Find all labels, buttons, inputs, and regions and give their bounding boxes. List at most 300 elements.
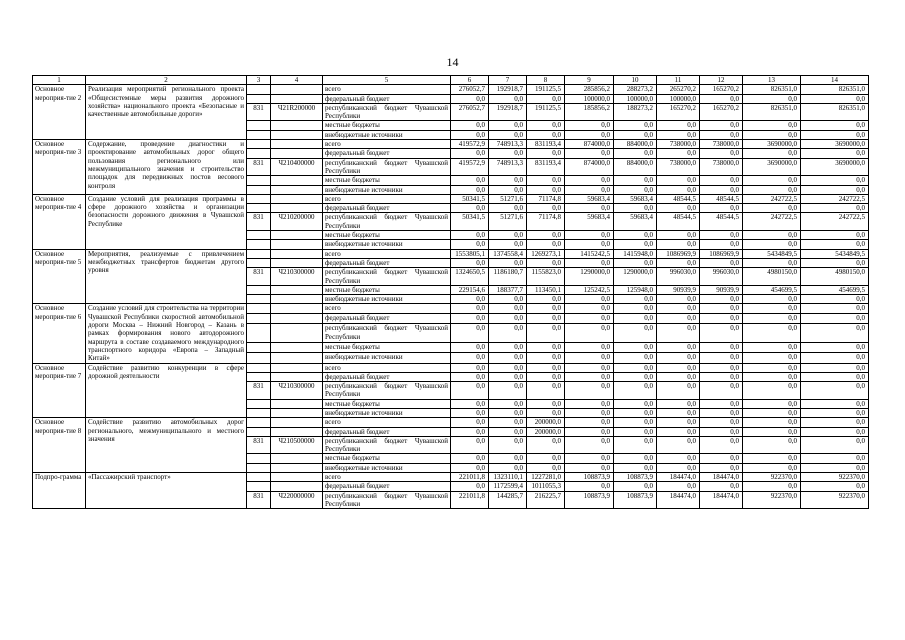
- column-header: 11: [657, 76, 700, 85]
- amount-cell: 0,0: [527, 408, 565, 417]
- activity-label: Основное мероприя-тие 7: [33, 363, 86, 418]
- funding-source: всего: [323, 304, 451, 314]
- csr-code: [271, 130, 323, 139]
- amount-cell: 0,0: [743, 240, 801, 249]
- amount-cell: 0,0: [565, 363, 614, 372]
- amount-cell: 0,0: [565, 343, 614, 353]
- amount-cell: 0,0: [565, 240, 614, 249]
- amount-cell: 0,0: [614, 324, 657, 343]
- amount-cell: 51271,6: [489, 194, 527, 203]
- amount-cell: 0,0: [614, 314, 657, 324]
- amount-cell: 0,0: [565, 295, 614, 304]
- csr-code: [271, 463, 323, 472]
- csr-code: [271, 482, 323, 491]
- amount-cell: 0,0: [700, 231, 743, 240]
- amount-cell: 0,0: [657, 363, 700, 372]
- table-row: [33, 249, 869, 258]
- amount-cell: 0,0: [565, 324, 614, 343]
- amount-cell: 0,0: [451, 204, 489, 213]
- grbs-code: [247, 295, 271, 304]
- amount-cell: 826351,0: [801, 85, 869, 94]
- amount-cell: 0,0: [489, 295, 527, 304]
- amount-cell: 0,0: [657, 324, 700, 343]
- amount-cell: 0,0: [527, 372, 565, 381]
- funding-source: всего: [323, 249, 451, 258]
- grbs-code: 831: [247, 382, 271, 400]
- grbs-code: [247, 185, 271, 194]
- amount-cell: 0,0: [700, 258, 743, 267]
- amount-cell: 0,0: [489, 240, 527, 249]
- activity-label: Основное мероприя-тие 8: [33, 418, 86, 473]
- csr-code: [271, 454, 323, 463]
- amount-cell: 191125,5: [527, 103, 565, 121]
- column-header: 5: [323, 76, 451, 85]
- amount-cell: 0,0: [801, 382, 869, 400]
- amount-cell: 1290000,0: [565, 268, 614, 286]
- csr-code: [271, 149, 323, 158]
- amount-cell: 242722,5: [801, 194, 869, 203]
- amount-cell: 100000,0: [614, 94, 657, 103]
- amount-cell: 0,0: [527, 258, 565, 267]
- amount-cell: 0,0: [451, 149, 489, 158]
- amount-cell: 419572,9: [451, 140, 489, 149]
- amount-cell: 1290000,0: [614, 268, 657, 286]
- amount-cell: 0,0: [743, 231, 801, 240]
- budget-table: [32, 75, 869, 509]
- amount-cell: 108873,9: [565, 491, 614, 509]
- grbs-code: [247, 399, 271, 408]
- amount-cell: 0,0: [700, 382, 743, 400]
- amount-cell: 1227281,0: [527, 473, 565, 482]
- amount-cell: 100000,0: [657, 94, 700, 103]
- amount-cell: 0,0: [614, 204, 657, 213]
- table-row: [33, 473, 869, 482]
- amount-cell: 0,0: [565, 382, 614, 400]
- amount-cell: 1155823,0: [527, 268, 565, 286]
- amount-cell: 0,0: [527, 121, 565, 130]
- amount-cell: 0,0: [565, 399, 614, 408]
- amount-cell: 0,0: [451, 436, 489, 454]
- activity-label: Основное мероприя-тие 2: [33, 85, 86, 140]
- table-row: [33, 85, 869, 94]
- amount-cell: 0,0: [614, 463, 657, 472]
- amount-cell: 0,0: [614, 185, 657, 194]
- funding-source: внебюджетные источники: [323, 295, 451, 304]
- amount-cell: 0,0: [801, 185, 869, 194]
- amount-cell: 0,0: [451, 343, 489, 353]
- funding-source: внебюджетные источники: [323, 353, 451, 363]
- funding-source: местные бюджеты: [323, 285, 451, 294]
- grbs-code: [247, 258, 271, 267]
- amount-cell: 0,0: [565, 454, 614, 463]
- amount-cell: 0,0: [801, 176, 869, 185]
- amount-cell: 0,0: [527, 204, 565, 213]
- amount-cell: 0,0: [565, 463, 614, 472]
- amount-cell: 0,0: [489, 231, 527, 240]
- column-header: 6: [451, 76, 489, 85]
- amount-cell: 0,0: [451, 304, 489, 314]
- amount-cell: 0,0: [527, 353, 565, 363]
- amount-cell: 0,0: [657, 231, 700, 240]
- activity-description: Содействие развитию автомобильных дорог регионального, межмуниципального и местного значения: [86, 418, 247, 473]
- grbs-code: [247, 231, 271, 240]
- csr-code: [271, 324, 323, 343]
- csr-code: [271, 473, 323, 482]
- amount-cell: 0,0: [489, 427, 527, 436]
- grbs-code: [247, 121, 271, 130]
- grbs-code: [247, 85, 271, 94]
- amount-cell: 0,0: [489, 454, 527, 463]
- funding-source: республиканский бюджет Чувашской Республики: [323, 158, 451, 176]
- amount-cell: 0,0: [565, 121, 614, 130]
- grbs-code: [247, 473, 271, 482]
- amount-cell: 48544,5: [700, 194, 743, 203]
- amount-cell: 229154,6: [451, 285, 489, 294]
- amount-cell: 0,0: [657, 382, 700, 400]
- csr-code: [271, 295, 323, 304]
- amount-cell: 5434849,5: [801, 249, 869, 258]
- amount-cell: 0,0: [657, 353, 700, 363]
- amount-cell: 826351,0: [743, 85, 801, 94]
- amount-cell: 0,0: [657, 314, 700, 324]
- header-row: [33, 76, 869, 85]
- amount-cell: 1415242,5: [565, 249, 614, 258]
- amount-cell: 922370,0: [801, 473, 869, 482]
- amount-cell: 0,0: [527, 94, 565, 103]
- amount-cell: 0,0: [801, 231, 869, 240]
- amount-cell: 1553805,1: [451, 249, 489, 258]
- amount-cell: 1323110,1: [489, 473, 527, 482]
- column-header: 4: [271, 76, 323, 85]
- amount-cell: 0,0: [743, 372, 801, 381]
- amount-cell: 0,0: [451, 324, 489, 343]
- funding-source: всего: [323, 85, 451, 94]
- grbs-code: [247, 343, 271, 353]
- amount-cell: 0,0: [700, 121, 743, 130]
- amount-cell: 922370,0: [801, 491, 869, 509]
- column-header: 1: [33, 76, 86, 85]
- amount-cell: 0,0: [700, 149, 743, 158]
- grbs-code: [247, 149, 271, 158]
- amount-cell: 0,0: [657, 463, 700, 472]
- amount-cell: 874000,0: [565, 158, 614, 176]
- csr-code: [271, 372, 323, 381]
- amount-cell: 0,0: [451, 176, 489, 185]
- grbs-code: 831: [247, 213, 271, 231]
- amount-cell: 0,0: [614, 399, 657, 408]
- amount-cell: 0,0: [801, 204, 869, 213]
- activity-description: Мероприятия, реализуемые с привлечением межбюджетных трансфертов бюджетам другого уровня: [86, 249, 247, 304]
- csr-code: [271, 418, 323, 427]
- amount-cell: 0,0: [801, 130, 869, 139]
- funding-source: местные бюджеты: [323, 343, 451, 353]
- csr-code: Ч21R200000: [271, 103, 323, 121]
- amount-cell: 0,0: [565, 204, 614, 213]
- activity-label: Основное мероприя-тие 6: [33, 304, 86, 363]
- grbs-code: [247, 314, 271, 324]
- amount-cell: 0,0: [801, 408, 869, 417]
- funding-source: внебюджетные источники: [323, 240, 451, 249]
- amount-cell: 0,0: [614, 343, 657, 353]
- column-header: 10: [614, 76, 657, 85]
- funding-source: республиканский бюджет Чувашской Республики: [323, 436, 451, 454]
- grbs-code: [247, 176, 271, 185]
- amount-cell: 71174,8: [527, 194, 565, 203]
- amount-cell: 276052,7: [451, 103, 489, 121]
- amount-cell: 0,0: [700, 418, 743, 427]
- amount-cell: 0,0: [527, 314, 565, 324]
- amount-cell: 0,0: [527, 149, 565, 158]
- activity-description: Создание условий для реализация программы в сфере дорожного хозяйства и организации безопасности дорожного движения в Чувашской Республике: [86, 194, 247, 249]
- amount-cell: 0,0: [743, 482, 801, 491]
- amount-cell: 0,0: [700, 240, 743, 249]
- csr-code: [271, 353, 323, 363]
- funding-source: федеральный бюджет: [323, 204, 451, 213]
- amount-cell: 0,0: [527, 176, 565, 185]
- amount-cell: 288273,2: [614, 85, 657, 94]
- grbs-code: 831: [247, 103, 271, 121]
- amount-cell: 4980150,0: [801, 268, 869, 286]
- amount-cell: 1374558,4: [489, 249, 527, 258]
- amount-cell: 0,0: [700, 343, 743, 353]
- amount-cell: 0,0: [700, 454, 743, 463]
- amount-cell: 0,0: [743, 304, 801, 314]
- amount-cell: 0,0: [801, 482, 869, 491]
- amount-cell: 0,0: [489, 314, 527, 324]
- amount-cell: 0,0: [657, 454, 700, 463]
- amount-cell: 0,0: [489, 436, 527, 454]
- amount-cell: 242722,5: [743, 213, 801, 231]
- amount-cell: 51271,6: [489, 213, 527, 231]
- grbs-code: [247, 140, 271, 149]
- grbs-code: 831: [247, 436, 271, 454]
- funding-source: всего: [323, 418, 451, 427]
- amount-cell: 0,0: [527, 231, 565, 240]
- amount-cell: 0,0: [565, 185, 614, 194]
- funding-source: местные бюджеты: [323, 399, 451, 408]
- amount-cell: 0,0: [657, 372, 700, 381]
- csr-code: [271, 314, 323, 324]
- csr-code: Ч210500000: [271, 436, 323, 454]
- amount-cell: 48544,5: [657, 213, 700, 231]
- amount-cell: 0,0: [527, 343, 565, 353]
- amount-cell: 90939,9: [657, 285, 700, 294]
- amount-cell: 0,0: [657, 121, 700, 130]
- amount-cell: 0,0: [614, 482, 657, 491]
- amount-cell: 0,0: [489, 204, 527, 213]
- amount-cell: 0,0: [801, 343, 869, 353]
- amount-cell: 0,0: [565, 130, 614, 139]
- amount-cell: 0,0: [451, 382, 489, 400]
- grbs-code: [247, 130, 271, 139]
- amount-cell: 0,0: [801, 258, 869, 267]
- amount-cell: 0,0: [700, 463, 743, 472]
- funding-source: внебюджетные источники: [323, 130, 451, 139]
- amount-cell: 0,0: [565, 176, 614, 185]
- amount-cell: 71174,8: [527, 213, 565, 231]
- amount-cell: 748913,3: [489, 158, 527, 176]
- amount-cell: 50341,5: [451, 213, 489, 231]
- csr-code: [271, 204, 323, 213]
- amount-cell: 826351,0: [743, 103, 801, 121]
- amount-cell: 0,0: [451, 372, 489, 381]
- amount-cell: 48544,5: [657, 194, 700, 203]
- csr-code: [271, 399, 323, 408]
- funding-source: федеральный бюджет: [323, 149, 451, 158]
- amount-cell: 0,0: [489, 149, 527, 158]
- amount-cell: 0,0: [700, 204, 743, 213]
- amount-cell: 59683,4: [565, 194, 614, 203]
- amount-cell: 0,0: [527, 304, 565, 314]
- amount-cell: 0,0: [657, 304, 700, 314]
- amount-cell: 0,0: [614, 382, 657, 400]
- amount-cell: 50341,5: [451, 194, 489, 203]
- grbs-code: [247, 482, 271, 491]
- funding-source: федеральный бюджет: [323, 427, 451, 436]
- amount-cell: 125242,5: [565, 285, 614, 294]
- amount-cell: 826351,0: [801, 103, 869, 121]
- amount-cell: 738000,0: [657, 158, 700, 176]
- table-row: [33, 304, 869, 314]
- amount-cell: 0,0: [657, 204, 700, 213]
- amount-cell: 0,0: [657, 408, 700, 417]
- amount-cell: 0,0: [743, 258, 801, 267]
- amount-cell: 0,0: [743, 204, 801, 213]
- amount-cell: 0,0: [489, 121, 527, 130]
- amount-cell: 922370,0: [743, 473, 801, 482]
- amount-cell: 0,0: [801, 427, 869, 436]
- grbs-code: [247, 353, 271, 363]
- table-row: [33, 418, 869, 427]
- amount-cell: 221011,8: [451, 473, 489, 482]
- amount-cell: 144285,7: [489, 491, 527, 509]
- amount-cell: 3690000,0: [743, 140, 801, 149]
- amount-cell: 200000,0: [527, 427, 565, 436]
- csr-code: Ч210300000: [271, 268, 323, 286]
- funding-source: внебюджетные источники: [323, 463, 451, 472]
- amount-cell: 454699,5: [743, 285, 801, 294]
- funding-source: местные бюджеты: [323, 231, 451, 240]
- amount-cell: 113450,1: [527, 285, 565, 294]
- amount-cell: 0,0: [801, 372, 869, 381]
- csr-code: [271, 343, 323, 353]
- amount-cell: 0,0: [489, 399, 527, 408]
- grbs-code: [247, 372, 271, 381]
- amount-cell: 184474,0: [700, 473, 743, 482]
- amount-cell: 0,0: [743, 121, 801, 130]
- csr-code: [271, 94, 323, 103]
- amount-cell: 454699,5: [801, 285, 869, 294]
- funding-source: всего: [323, 473, 451, 482]
- table-row: [33, 194, 869, 203]
- amount-cell: 0,0: [801, 418, 869, 427]
- amount-cell: 0,0: [801, 314, 869, 324]
- amount-cell: 48544,5: [700, 213, 743, 231]
- amount-cell: 0,0: [565, 436, 614, 454]
- grbs-code: [247, 194, 271, 203]
- amount-cell: 0,0: [565, 149, 614, 158]
- csr-code: [271, 427, 323, 436]
- amount-cell: 285856,2: [565, 85, 614, 94]
- amount-cell: 0,0: [489, 185, 527, 194]
- amount-cell: 0,0: [700, 176, 743, 185]
- amount-cell: 0,0: [489, 130, 527, 139]
- amount-cell: 0,0: [565, 482, 614, 491]
- amount-cell: 0,0: [743, 408, 801, 417]
- column-header: 7: [489, 76, 527, 85]
- activity-description: Создание условий для строительства на территории Чувашской Республики скоростной автомобильной дороги Москва – Нижний Новгород – Казань в рамках формирования нового автодорожного маршрута в составе создаваемого международного транспортного коридора «Европа – Западный Китай»: [86, 304, 247, 363]
- amount-cell: 0,0: [565, 418, 614, 427]
- csr-code: Ч210200000: [271, 213, 323, 231]
- amount-cell: 0,0: [700, 372, 743, 381]
- amount-cell: 0,0: [700, 399, 743, 408]
- amount-cell: 0,0: [743, 295, 801, 304]
- amount-cell: 0,0: [743, 94, 801, 103]
- amount-cell: 0,0: [451, 418, 489, 427]
- amount-cell: 0,0: [614, 427, 657, 436]
- amount-cell: 165270,2: [700, 103, 743, 121]
- amount-cell: 5434849,5: [743, 249, 801, 258]
- csr-code: [271, 140, 323, 149]
- amount-cell: 192918,7: [489, 85, 527, 94]
- activity-description: Реализация мероприятий регионального проекта «Общесистемные меры развития дорожного хозяйства» национального проекта «Безопасные и качественные автомобильные дороги»: [86, 85, 247, 140]
- amount-cell: 0,0: [743, 185, 801, 194]
- amount-cell: 0,0: [489, 372, 527, 381]
- grbs-code: [247, 324, 271, 343]
- amount-cell: 0,0: [657, 176, 700, 185]
- amount-cell: 0,0: [527, 185, 565, 194]
- amount-cell: 996030,0: [657, 268, 700, 286]
- amount-cell: 0,0: [614, 240, 657, 249]
- amount-cell: 0,0: [801, 149, 869, 158]
- amount-cell: 0,0: [614, 121, 657, 130]
- amount-cell: 0,0: [743, 324, 801, 343]
- amount-cell: 100000,0: [565, 94, 614, 103]
- grbs-code: [247, 418, 271, 427]
- amount-cell: 831193,4: [527, 158, 565, 176]
- amount-cell: 0,0: [743, 176, 801, 185]
- amount-cell: 0,0: [801, 399, 869, 408]
- column-header: 14: [801, 76, 869, 85]
- funding-source: внебюджетные источники: [323, 185, 451, 194]
- table-row: [33, 140, 869, 149]
- amount-cell: 1011055,3: [527, 482, 565, 491]
- amount-cell: 0,0: [743, 353, 801, 363]
- amount-cell: 922370,0: [743, 491, 801, 509]
- amount-cell: 0,0: [657, 130, 700, 139]
- csr-code: [271, 285, 323, 294]
- csr-code: [271, 408, 323, 417]
- amount-cell: 242722,5: [801, 213, 869, 231]
- csr-code: [271, 85, 323, 94]
- amount-cell: 0,0: [451, 399, 489, 408]
- csr-code: [271, 249, 323, 258]
- amount-cell: 0,0: [614, 436, 657, 454]
- amount-cell: 0,0: [614, 231, 657, 240]
- amount-cell: 242722,5: [743, 194, 801, 203]
- amount-cell: 831193,4: [527, 140, 565, 149]
- amount-cell: 0,0: [657, 185, 700, 194]
- csr-code: [271, 240, 323, 249]
- grbs-code: [247, 408, 271, 417]
- csr-code: [271, 231, 323, 240]
- amount-cell: 0,0: [565, 353, 614, 363]
- amount-cell: 0,0: [451, 353, 489, 363]
- amount-cell: 884000,0: [614, 158, 657, 176]
- amount-cell: 0,0: [451, 231, 489, 240]
- amount-cell: 0,0: [743, 427, 801, 436]
- amount-cell: 191125,5: [527, 85, 565, 94]
